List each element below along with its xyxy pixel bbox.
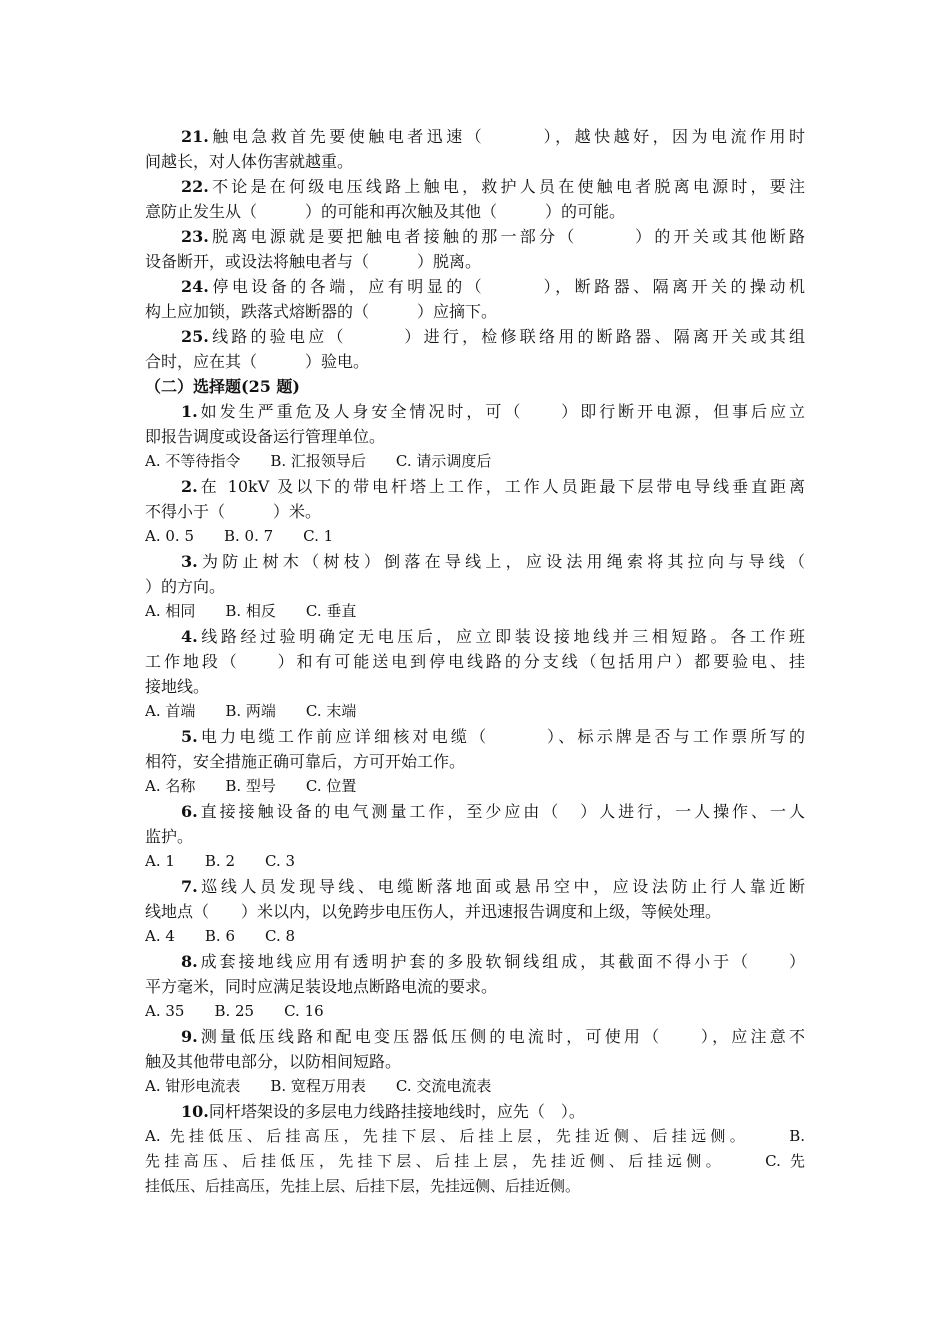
question-continuation	[145, 299, 805, 324]
question-stem	[145, 274, 805, 299]
question-number: 10.	[181, 1102, 209, 1121]
section-title: （二）选择题(25 题)	[145, 377, 300, 396]
question-number: 5.	[181, 727, 198, 746]
question-text: 直接接触设备的电气测量工作，至少应由（ ）人进行，一人操作、一人	[197, 802, 805, 821]
question-text: 停电设备的各端，应有明显的（ ），断路器、隔离开关的操动机	[208, 277, 805, 296]
question-continuation	[145, 649, 805, 674]
fill-in-question	[145, 174, 805, 224]
choice-question	[145, 399, 805, 474]
question-continuation	[145, 749, 805, 774]
choice-question	[145, 1099, 805, 1199]
question-text: 触电急救首先要使触电者迅速（ ），越快越好，因为电流作用时	[208, 127, 805, 146]
question-number: 4.	[181, 627, 198, 646]
question-text: 工作地段（ ）和有可能送电到停电线路的分支线（包括用户）都要验电、挂	[145, 652, 805, 671]
question-continuation	[145, 1049, 805, 1074]
answer-options: A. 钳形电流表 B. 宽程万用表 C. 交流电流表	[145, 1077, 492, 1095]
question-text: 构上应加锁，跌落式熔断器的（ ）应摘下。	[145, 302, 498, 321]
answer-options: A. 名称 B. 型号 C. 位置	[145, 777, 357, 795]
answer-options: A. 不等待指令 B. 汇报领导后 C. 请示调度后	[145, 452, 492, 470]
choice-question	[145, 624, 805, 724]
answer-options: A. 35 B. 25 C. 16	[145, 1002, 324, 1020]
question-continuation	[145, 674, 805, 699]
question-text: 即报告调度或设备运行管理单位。	[145, 427, 386, 446]
choice-question	[145, 549, 805, 624]
choice-question	[145, 949, 805, 1024]
question-continuation	[145, 349, 805, 374]
fill-in-question	[145, 324, 805, 374]
question-number: 9.	[181, 1027, 198, 1046]
question-stem	[145, 1024, 805, 1049]
question-text: 设备断开，或设法将触电者与（ ）脱离。	[145, 252, 482, 271]
question-number: 22.	[181, 177, 209, 196]
question-number: 7.	[181, 877, 198, 896]
question-stem	[145, 224, 805, 249]
question-stem	[145, 724, 805, 749]
question-text: 线地点（ ）米以内，以免跨步电压伤人，并迅速报告调度和上级，等候处理。	[145, 902, 722, 921]
question-stem	[145, 874, 805, 899]
answer-options: 先挂高压、后挂低压，先挂下层、后挂上层，先挂近侧、后挂远侧。 C. 先	[145, 1152, 805, 1170]
question-number: 1.	[181, 402, 198, 421]
question-text: 成套接地线应用有透明护套的多股软铜线组成，其截面不得小于（ ）	[197, 952, 805, 971]
question-text: 测量低压线路和配电变压器低压侧的电流时，可使用（ ），应注意不	[197, 1027, 805, 1046]
question-number: 6.	[181, 802, 198, 821]
choice-question	[145, 874, 805, 949]
answer-options: A. 相同 B. 相反 C. 垂直	[145, 602, 357, 620]
question-number: 25.	[181, 327, 209, 346]
question-text: 意防止发生从（ ）的可能和再次触及其他（ ）的可能。	[145, 202, 626, 221]
question-continuation	[145, 899, 805, 924]
question-text: 不得小于（ ）米。	[145, 502, 322, 521]
question-continuation	[145, 974, 805, 999]
question-continuation	[145, 824, 805, 849]
question-text: 线路的验电应（ ）进行，检修联络用的断路器、隔离开关或其组	[208, 327, 805, 346]
question-continuation	[145, 424, 805, 449]
answer-options: A. 4 B. 6 C. 8	[145, 927, 296, 945]
question-text: 线路经过验明确定无电压后，应立即装设接地线并三相短路。各工作班	[197, 627, 805, 646]
question-text: 不论是在何级电压线路上触电，救护人员在使触电者脱离电源时，要注	[208, 177, 805, 196]
question-continuation	[145, 199, 805, 224]
choice-question	[145, 474, 805, 549]
question-text: ）的方向。	[145, 577, 226, 596]
question-text: 为防止树木（树枝）倒落在导线上，应设法用绳索将其拉向与导线（	[197, 552, 805, 571]
answer-options: A. 0. 5 B. 0. 7 C. 1	[145, 527, 334, 545]
choice-question	[145, 724, 805, 799]
question-number: 3.	[181, 552, 198, 571]
answer-options: A. 1 B. 2 C. 3	[145, 852, 296, 870]
answer-options: 挂低压、后挂高压，先挂上层、后挂下层，先挂远侧、后挂近侧。	[145, 1177, 581, 1195]
question-number: 23.	[181, 227, 209, 246]
question-text: 触及其他带电部分，以防相间短路。	[145, 1052, 402, 1071]
question-text: 电力电缆工作前应详细核对电缆（ ）、标示牌是否与工作票所写的	[197, 727, 805, 746]
question-stem	[145, 324, 805, 349]
question-stem	[145, 949, 805, 974]
answer-options: A. 先挂低压、后挂高压，先挂下层、后挂上层，先挂近侧、后挂远侧。 B.	[145, 1127, 805, 1145]
question-text: 如发生严重危及人身安全情况时，可（ ）即行断开电源，但事后应立	[197, 402, 805, 421]
document-body	[145, 124, 805, 1199]
question-text: 平方毫米，同时应满足装设地点断路电流的要求。	[145, 977, 498, 996]
fill-in-question	[145, 224, 805, 274]
question-stem	[145, 474, 805, 499]
answer-options: A. 首端 B. 两端 C. 末端	[145, 702, 357, 720]
question-text: 接地线。	[145, 677, 210, 696]
question-number: 21.	[181, 127, 209, 146]
question-stem	[145, 174, 805, 199]
question-text: 相符，安全措施正确可靠后，方可开始工作。	[145, 752, 466, 771]
question-stem	[145, 549, 805, 574]
question-text: 合时，应在其（ ）验电。	[145, 352, 370, 371]
question-number: 24.	[181, 277, 209, 296]
question-continuation	[145, 149, 805, 174]
question-number: 8.	[181, 952, 198, 971]
question-text: 间越长，对人体伤害就越重。	[145, 152, 354, 171]
question-text: 脱离电源就是要把触电者接触的那一部分（ ）的开关或其他断路	[208, 227, 805, 246]
question-continuation	[145, 499, 805, 524]
question-stem	[145, 624, 805, 649]
question-stem	[145, 1099, 805, 1124]
fill-in-question	[145, 124, 805, 174]
question-text: 监护。	[145, 827, 194, 846]
question-text: 巡线人员发现导线、电缆断落地面或悬吊空中，应设法防止行人靠近断	[197, 877, 805, 896]
question-text: 同杆塔架设的多层电力线路挂接地线时，应先（ ）。	[208, 1102, 585, 1121]
question-stem	[145, 399, 805, 424]
question-stem	[145, 799, 805, 824]
choice-question	[145, 799, 805, 874]
question-stem	[145, 124, 805, 149]
fill-in-question	[145, 274, 805, 324]
question-number: 2.	[181, 477, 198, 496]
question-continuation	[145, 574, 805, 599]
question-text: 在 10kV 及以下的带电杆塔上工作，工作人员距最下层带电导线垂直距离	[197, 477, 805, 496]
question-continuation	[145, 249, 805, 274]
choice-question	[145, 1024, 805, 1099]
